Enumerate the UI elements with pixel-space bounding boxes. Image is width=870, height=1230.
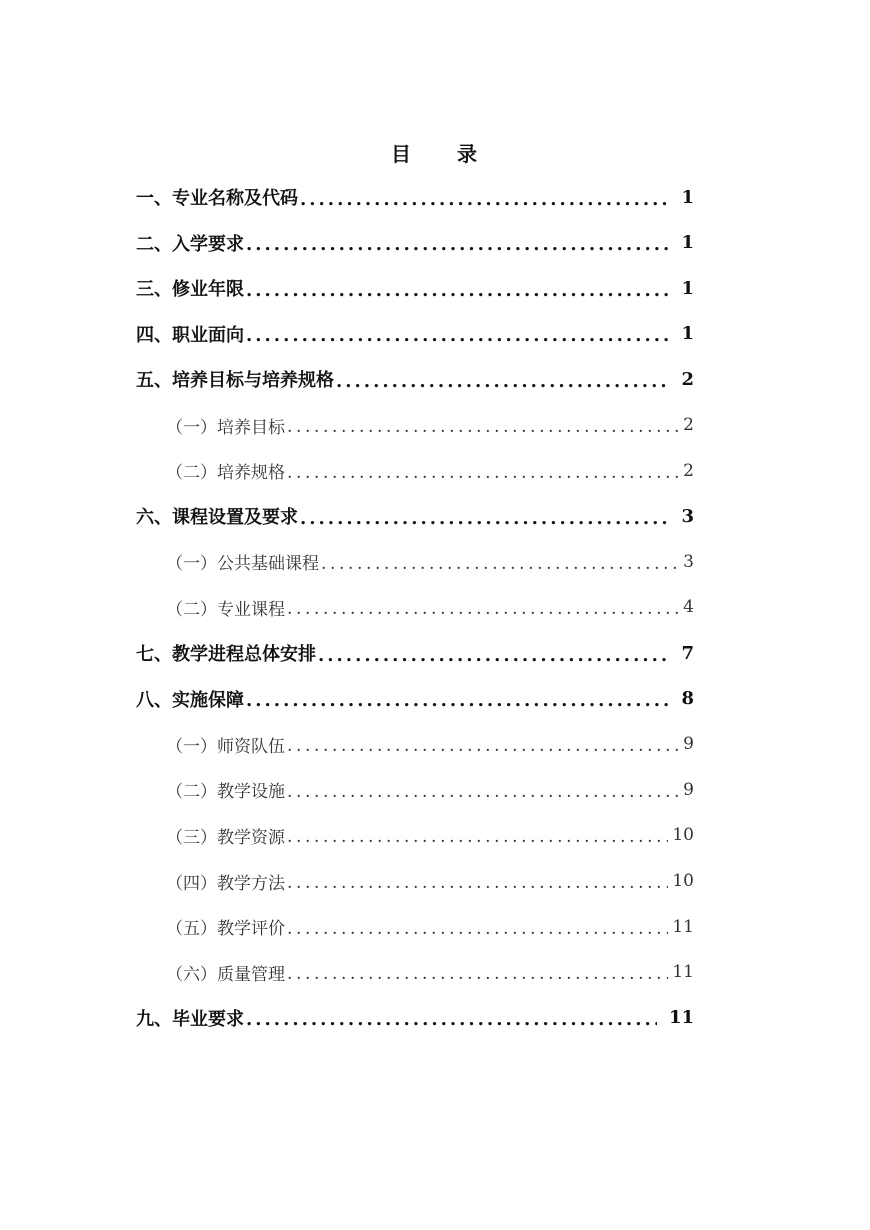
toc-entry-label: 四、职业面向	[136, 324, 244, 346]
toc-section-entry[interactable]	[136, 356, 694, 402]
toc-subsection-entry[interactable]	[166, 949, 694, 995]
dot-leader	[246, 690, 668, 711]
toc-entry-page-number: 10	[672, 871, 694, 891]
toc-section-entry[interactable]	[136, 493, 694, 539]
dot-leader	[287, 463, 679, 483]
toc-entry-page-number: 1	[681, 323, 694, 345]
toc-entry-label: （一）师资队伍	[166, 736, 285, 757]
dot-leader	[321, 554, 679, 574]
toc-entry-page-number: 2	[681, 368, 694, 390]
toc-section-entry[interactable]	[136, 174, 694, 220]
toc-entry-page-number: 3	[683, 551, 694, 572]
dot-leader	[300, 508, 668, 529]
toc-entry-label: （一）公共基础课程	[166, 554, 319, 575]
toc-subsection-entry[interactable]	[166, 812, 694, 858]
toc-subsection-entry[interactable]	[166, 448, 694, 494]
page-title	[0, 138, 870, 167]
toc-section-entry[interactable]	[136, 995, 694, 1041]
toc-entry-label: 二、入学要求	[136, 233, 244, 255]
toc-subsection-entry[interactable]	[166, 858, 694, 904]
toc-section-entry[interactable]	[136, 220, 694, 266]
dot-leader	[287, 873, 668, 893]
toc-subsection-entry[interactable]	[166, 402, 694, 448]
toc-section-entry[interactable]	[136, 676, 694, 722]
toc-entry-label: （二）教学设施	[166, 782, 285, 803]
toc-entry-page-number: 8	[681, 688, 694, 710]
toc-entry-label: 八、实施保障	[136, 689, 244, 711]
toc-entry-label: 五、培养目标与培养规格	[136, 370, 334, 392]
toc-entry-label: （四）教学方法	[166, 873, 285, 894]
toc-entry-label: 一、专业名称及代码	[136, 188, 298, 209]
toc-entry-page-number: 1	[681, 277, 694, 299]
dot-leader	[336, 371, 668, 392]
toc-entry-page-number: 1	[681, 186, 694, 208]
toc-entry-label: 三、修业年限	[136, 279, 244, 301]
toc-entry-page-number: 11	[672, 962, 694, 983]
toc-entry-label: （二）专业课程	[166, 599, 285, 620]
toc-entry-label: （六）质量管理	[166, 964, 285, 985]
toc-entry-page-number: 9	[683, 734, 694, 755]
toc-entry-label: 九、毕业要求	[136, 1008, 244, 1030]
title-char-1: 目	[391, 142, 413, 166]
toc-entry-page-number: 3	[681, 505, 694, 527]
toc-entry-page-number: 1	[681, 232, 694, 254]
dot-leader	[246, 234, 668, 255]
dot-leader	[287, 964, 668, 984]
toc-entry-page-number: 10	[672, 825, 694, 846]
toc-subsection-entry[interactable]	[166, 539, 694, 585]
toc-entry-page-number: 9	[683, 779, 694, 800]
dot-leader	[287, 782, 679, 802]
toc-section-entry[interactable]	[136, 265, 694, 311]
dot-leader	[246, 325, 668, 346]
dot-leader	[287, 827, 668, 847]
toc-entry-label: 七、教学进程总体安排	[136, 644, 316, 665]
toc-entry-label: 六、课程设置及要求	[136, 507, 298, 529]
toc-subsection-entry[interactable]	[166, 721, 694, 767]
toc-entry-label: （三）教学资源	[166, 827, 285, 848]
dot-leader	[287, 919, 668, 939]
dot-leader	[287, 736, 679, 756]
toc-section-entry[interactable]	[136, 630, 694, 676]
toc-section-entry[interactable]	[136, 311, 694, 357]
toc-entry-page-number: 2	[683, 415, 694, 435]
toc-entry-label: （二）培养规格	[166, 463, 285, 484]
dot-leader	[287, 417, 679, 437]
dot-leader	[318, 645, 668, 666]
dot-leader	[300, 189, 668, 210]
dot-leader	[287, 599, 679, 619]
title-char-2: 录	[457, 142, 479, 166]
toc-subsection-entry[interactable]	[166, 904, 694, 950]
toc-entry-label: （五）教学评价	[166, 919, 285, 940]
toc-entry-page-number: 7	[681, 642, 694, 664]
dot-leader	[246, 1009, 657, 1030]
toc-entry-page-number: 11	[672, 916, 694, 937]
toc-subsection-entry[interactable]	[166, 584, 694, 630]
toc-entry-label: （一）培养目标	[166, 417, 285, 438]
toc-entry-page-number: 11	[668, 1007, 694, 1029]
toc-entry-page-number: 4	[683, 597, 694, 618]
toc-subsection-entry[interactable]	[166, 767, 694, 813]
dot-leader	[246, 280, 668, 301]
toc-entry-page-number: 2	[683, 460, 694, 481]
